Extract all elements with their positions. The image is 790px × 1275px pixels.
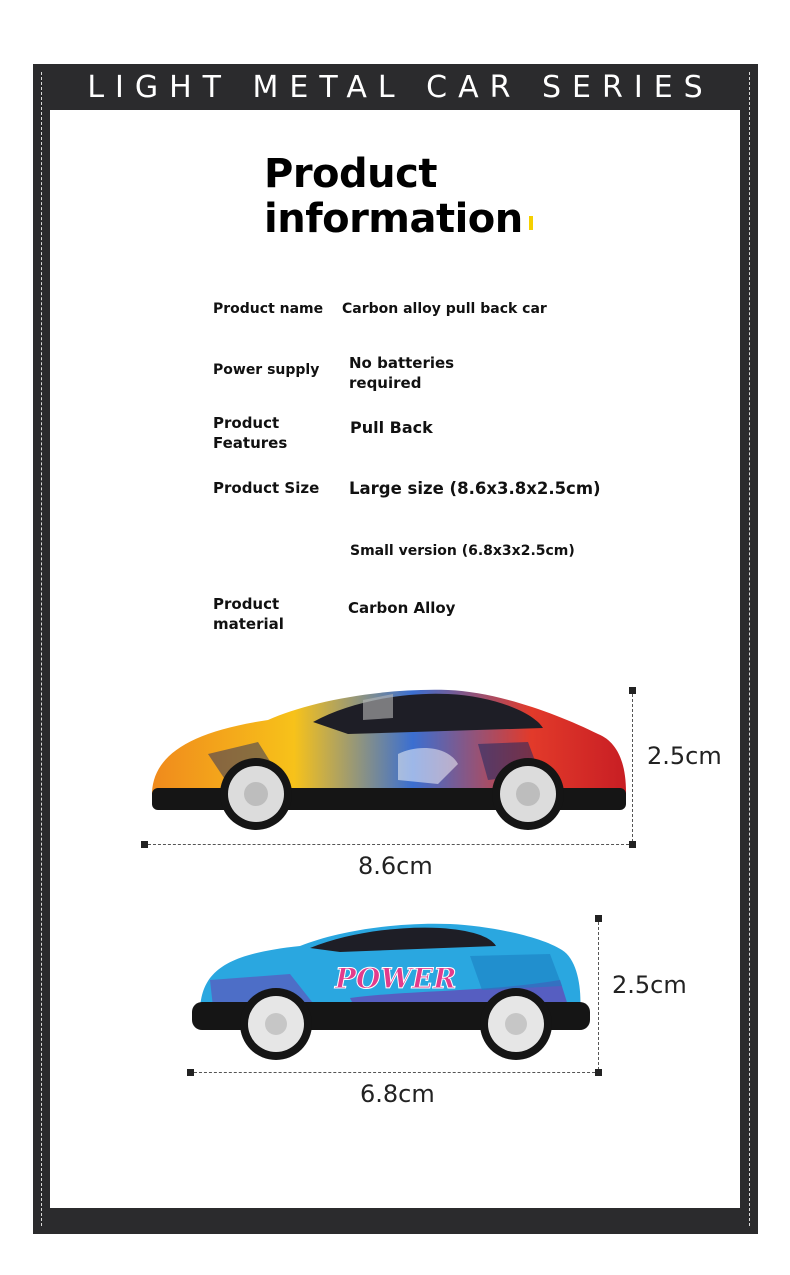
title-line-1: Product (264, 151, 437, 197)
large-height-label: 2.5cm (647, 742, 722, 770)
small-length-label: 6.8cm (360, 1080, 435, 1108)
spec-label-features: Product Features (213, 414, 288, 452)
title-accent-mark (529, 216, 533, 230)
title-line-2: information (264, 197, 533, 242)
small-height-marker-bottom (595, 1069, 602, 1076)
dashed-border-right (749, 72, 750, 1226)
large-length-label: 8.6cm (358, 852, 433, 880)
spec-label-size: Product Size (213, 479, 320, 497)
power-decal: POWER (335, 962, 457, 995)
large-height-line (632, 694, 633, 842)
small-length-line (194, 1072, 595, 1073)
spec-label-power-supply: Power supply (213, 362, 320, 378)
large-length-line (148, 844, 629, 845)
spec-value-size-large: Large size (8.6x3.8x2.5cm) (349, 479, 601, 498)
large-length-marker-left (141, 841, 148, 848)
small-height-line (598, 922, 599, 1070)
spec-label-material: Product material (213, 595, 284, 633)
large-height-marker-bottom (629, 841, 636, 848)
spec-value-features: Pull Back (350, 418, 433, 437)
series-banner: LIGHT METAL CAR SERIES (87, 69, 714, 105)
spec-label-product-name: Product name (213, 301, 324, 317)
page-title (264, 152, 533, 242)
dashed-border-left (41, 72, 42, 1226)
small-height-label: 2.5cm (612, 971, 687, 999)
small-length-marker-left (187, 1069, 194, 1076)
spec-value-product-name: Carbon alloy pull back car (342, 301, 547, 317)
large-height-marker-top (629, 687, 636, 694)
large-car-image (148, 684, 630, 830)
small-car-image (190, 920, 594, 1060)
spec-value-power-supply: No batteries required (349, 354, 455, 392)
small-height-marker-top (595, 915, 602, 922)
spec-value-size-small: Small version (6.8x3x2.5cm) (350, 543, 575, 559)
spec-value-material: Carbon Alloy (348, 599, 456, 617)
